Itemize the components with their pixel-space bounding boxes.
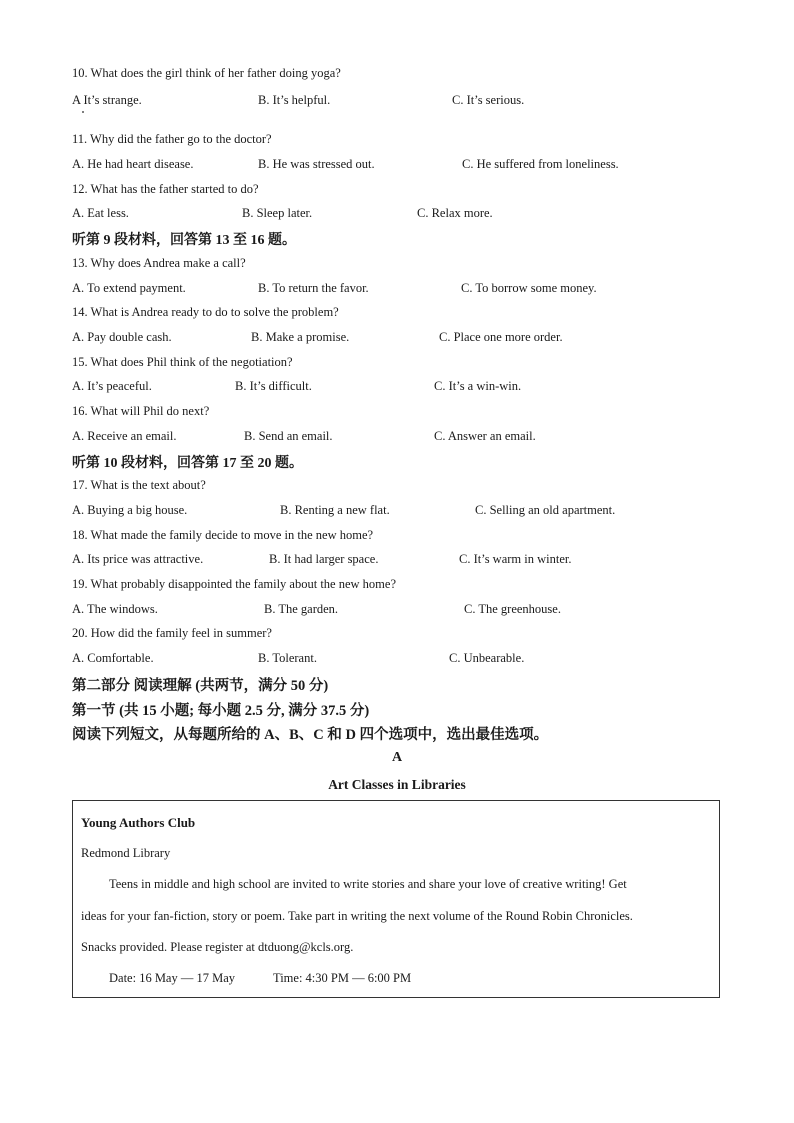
option-10c: C. It’s serious. [452, 93, 525, 107]
option-12c: C. Relax more. [417, 206, 493, 220]
option-18c: C. It’s warm in winter. [459, 552, 572, 566]
option-13b: B. To return the favor. [258, 281, 369, 295]
option-12b: B. Sleep later. [242, 206, 313, 220]
section-10-header: 听第 10 段材料，回答第 17 至 20 题。 [72, 456, 303, 471]
option-18a: A. Its price was attractive. [72, 552, 204, 566]
question-11: 11. Why did the father go to the doctor? [72, 132, 272, 146]
reading-instruction: 阅读下列短文，从每题所给的 A、B、C 和 D 四个选项中，选出最佳选项。 [72, 727, 549, 743]
option-16a: A. Receive an email. [72, 429, 177, 443]
option-16c: C. Answer an email. [434, 429, 536, 443]
stray-dot [82, 111, 84, 113]
passage-title: Art Classes in Libraries [328, 777, 466, 792]
question-14: 14. What is Andrea ready to do to solve the problem? [72, 305, 339, 319]
option-15c: C. It’s a win-win. [434, 379, 522, 393]
passage-box [72, 800, 720, 998]
option-17b: B. Renting a new flat. [280, 503, 390, 517]
part-2-header: 第二部分 阅读理解 (共两节，满分 50 分) [72, 678, 329, 694]
club-name: Young Authors Club [81, 815, 196, 830]
question-10: 10. What does the girl think of her father doing yoga? [72, 66, 341, 80]
option-14c: C. Place one more order. [439, 330, 563, 344]
question-20: 20. How did the family feel in summer? [72, 626, 272, 640]
option-20c: C. Unbearable. [449, 651, 525, 665]
question-13: 13. Why does Andrea make a call? [72, 256, 246, 270]
option-13a: A. To extend payment. [72, 281, 186, 295]
option-12a: A. Eat less. [72, 206, 129, 220]
event-date: Date: 16 May — 17 May [109, 971, 236, 985]
option-17c: C. Selling an old apartment. [475, 503, 616, 517]
question-15: 15. What does Phil think of the negotiation? [72, 355, 293, 369]
option-20a: A. Comfortable. [72, 651, 154, 665]
question-16: 16. What will Phil do next? [72, 404, 210, 418]
option-15a: A. It’s peaceful. [72, 379, 152, 393]
option-10a: A It’s strange. [72, 93, 142, 107]
part-2-section-1-header: 第一节 (共 15 小题; 每小题 2.5 分, 满分 37.5 分) [72, 703, 370, 719]
section-9-header: 听第 9 段材料，回答第 13 至 16 题。 [72, 233, 296, 248]
option-13c: C. To borrow some money. [461, 281, 597, 295]
option-19a: A. The windows. [72, 602, 158, 616]
library-name: Redmond Library [81, 846, 171, 860]
passage-line-2: ideas for your fan-fiction, story or poem. Take part in writing the next volume of the Round Robin Chronicles. [81, 909, 633, 923]
question-18: 18. What made the family decide to move in the new home? [72, 528, 374, 542]
option-19c: C. The greenhouse. [464, 602, 561, 616]
option-20b: B. Tolerant. [258, 651, 317, 665]
option-11a: A. He had heart disease. [72, 157, 194, 171]
option-19b: B. The garden. [264, 602, 339, 616]
event-time: Time: 4:30 PM — 6:00 PM [273, 971, 412, 985]
question-12: 12. What has the father started to do? [72, 182, 259, 196]
option-17a: A. Buying a big house. [72, 503, 188, 517]
question-19: 19. What probably disappointed the family about the new home? [72, 577, 396, 591]
passage-line-3: Snacks provided. Please register at dtduong@kcls.org. [81, 940, 354, 954]
option-11c: C. He suffered from loneliness. [462, 157, 619, 171]
question-17: 17. What is the text about? [72, 478, 206, 492]
option-18b: B. It had larger space. [269, 552, 379, 566]
option-10b: B. It’s helpful. [258, 93, 331, 107]
option-14b: B. Make a promise. [251, 330, 350, 344]
passage-line-1: Teens in middle and high school are invited to write stories and share your love of creative writing! Get [109, 877, 627, 891]
option-14a: A. Pay double cash. [72, 330, 172, 344]
option-15b: B. It’s difficult. [235, 379, 312, 393]
option-16b: B. Send an email. [244, 429, 333, 443]
passage-letter: A [391, 750, 403, 765]
option-11b: B. He was stressed out. [258, 157, 375, 171]
